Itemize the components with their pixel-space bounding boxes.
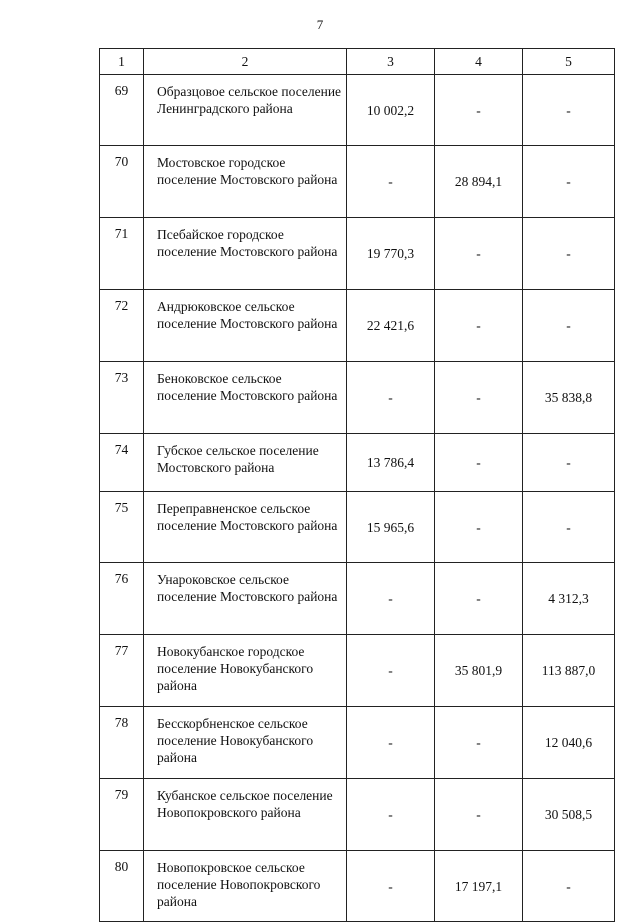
column-header-5: 5	[523, 49, 615, 75]
row-number-cell: 75	[100, 492, 144, 563]
table-row	[100, 851, 615, 922]
column-header-1: 1	[100, 49, 144, 75]
row-number-cell: 71	[100, 218, 144, 290]
table-row	[100, 779, 615, 851]
value-cell-col4: -	[435, 563, 523, 635]
row-number-cell: 74	[100, 434, 144, 492]
allocation-table	[99, 48, 615, 922]
row-number-cell: 69	[100, 75, 144, 146]
table-row	[100, 362, 615, 434]
value-cell-col4: -	[435, 75, 523, 146]
value-cell-col5: -	[523, 434, 615, 492]
value-cell-col3: -	[347, 851, 435, 922]
value-cell-col4: 17 197,1	[435, 851, 523, 922]
settlement-name-cell: Бесскорбненское сельское поселение Новокубанского района	[144, 707, 347, 779]
table-row	[100, 563, 615, 635]
table-row	[100, 707, 615, 779]
page-number: 7	[316, 17, 324, 32]
value-cell-col3: 19 770,3	[347, 218, 435, 290]
value-cell-col5: -	[523, 146, 615, 218]
value-cell-col5: 12 040,6	[523, 707, 615, 779]
settlement-name-cell: Мостовское городское поселение Мостовского района	[144, 146, 347, 218]
settlement-name-cell: Андрюковское сельское поселение Мостовского района	[144, 290, 347, 362]
settlement-name-cell: Беноковское сельское поселение Мостовского района	[144, 362, 347, 434]
table-row	[100, 434, 615, 492]
value-cell-col3: -	[347, 635, 435, 707]
settlement-name-cell: Псебайское городское поселение Мостовского района	[144, 218, 347, 290]
settlement-name-cell: Новопокровское сельское поселение Новопокровского района	[144, 851, 347, 922]
value-cell-col3: -	[347, 362, 435, 434]
row-number-cell: 78	[100, 707, 144, 779]
settlement-name-cell: Образцовое сельское поселение Ленинградского района	[144, 75, 347, 146]
value-cell-col3: 10 002,2	[347, 75, 435, 146]
column-header-4: 4	[435, 49, 523, 75]
settlement-name-cell: Унароковское сельское поселение Мостовского района	[144, 563, 347, 635]
value-cell-col5: -	[523, 218, 615, 290]
value-cell-col3: -	[347, 779, 435, 851]
table-row	[100, 75, 615, 146]
value-cell-col4: -	[435, 492, 523, 563]
row-number-cell: 72	[100, 290, 144, 362]
value-cell-col3: -	[347, 563, 435, 635]
table-row	[100, 290, 615, 362]
settlement-name-cell: Переправненское сельское поселение Мостовского района	[144, 492, 347, 563]
row-number-cell: 79	[100, 779, 144, 851]
table-row	[100, 492, 615, 563]
settlement-name-cell: Губское сельское поселение Мостовского района	[144, 434, 347, 492]
value-cell-col5: 4 312,3	[523, 563, 615, 635]
settlement-name-cell: Кубанское сельское поселение Новопокровского района	[144, 779, 347, 851]
settlement-name-cell: Новокубанское городское поселение Новокубанского района	[144, 635, 347, 707]
row-number-cell: 70	[100, 146, 144, 218]
value-cell-col5: -	[523, 290, 615, 362]
value-cell-col5: 113 887,0	[523, 635, 615, 707]
value-cell-col5: 35 838,8	[523, 362, 615, 434]
value-cell-col4: -	[435, 434, 523, 492]
value-cell-col4: -	[435, 707, 523, 779]
value-cell-col4: -	[435, 218, 523, 290]
row-number-cell: 77	[100, 635, 144, 707]
row-number-cell: 80	[100, 851, 144, 922]
value-cell-col4: -	[435, 779, 523, 851]
value-cell-col3: -	[347, 146, 435, 218]
value-cell-col4: 28 894,1	[435, 146, 523, 218]
row-number-cell: 76	[100, 563, 144, 635]
column-header-2: 2	[144, 49, 347, 75]
value-cell-col3: 15 965,6	[347, 492, 435, 563]
value-cell-col4: -	[435, 362, 523, 434]
table-row	[100, 635, 615, 707]
table-row	[100, 218, 615, 290]
value-cell-col5: -	[523, 492, 615, 563]
value-cell-col3: 22 421,6	[347, 290, 435, 362]
table-row	[100, 146, 615, 218]
value-cell-col5: -	[523, 75, 615, 146]
value-cell-col3: 13 786,4	[347, 434, 435, 492]
value-cell-col5: 30 508,5	[523, 779, 615, 851]
value-cell-col4: 35 801,9	[435, 635, 523, 707]
table-header-row	[100, 49, 615, 75]
value-cell-col4: -	[435, 290, 523, 362]
column-header-3: 3	[347, 49, 435, 75]
value-cell-col5: -	[523, 851, 615, 922]
value-cell-col3: -	[347, 707, 435, 779]
row-number-cell: 73	[100, 362, 144, 434]
